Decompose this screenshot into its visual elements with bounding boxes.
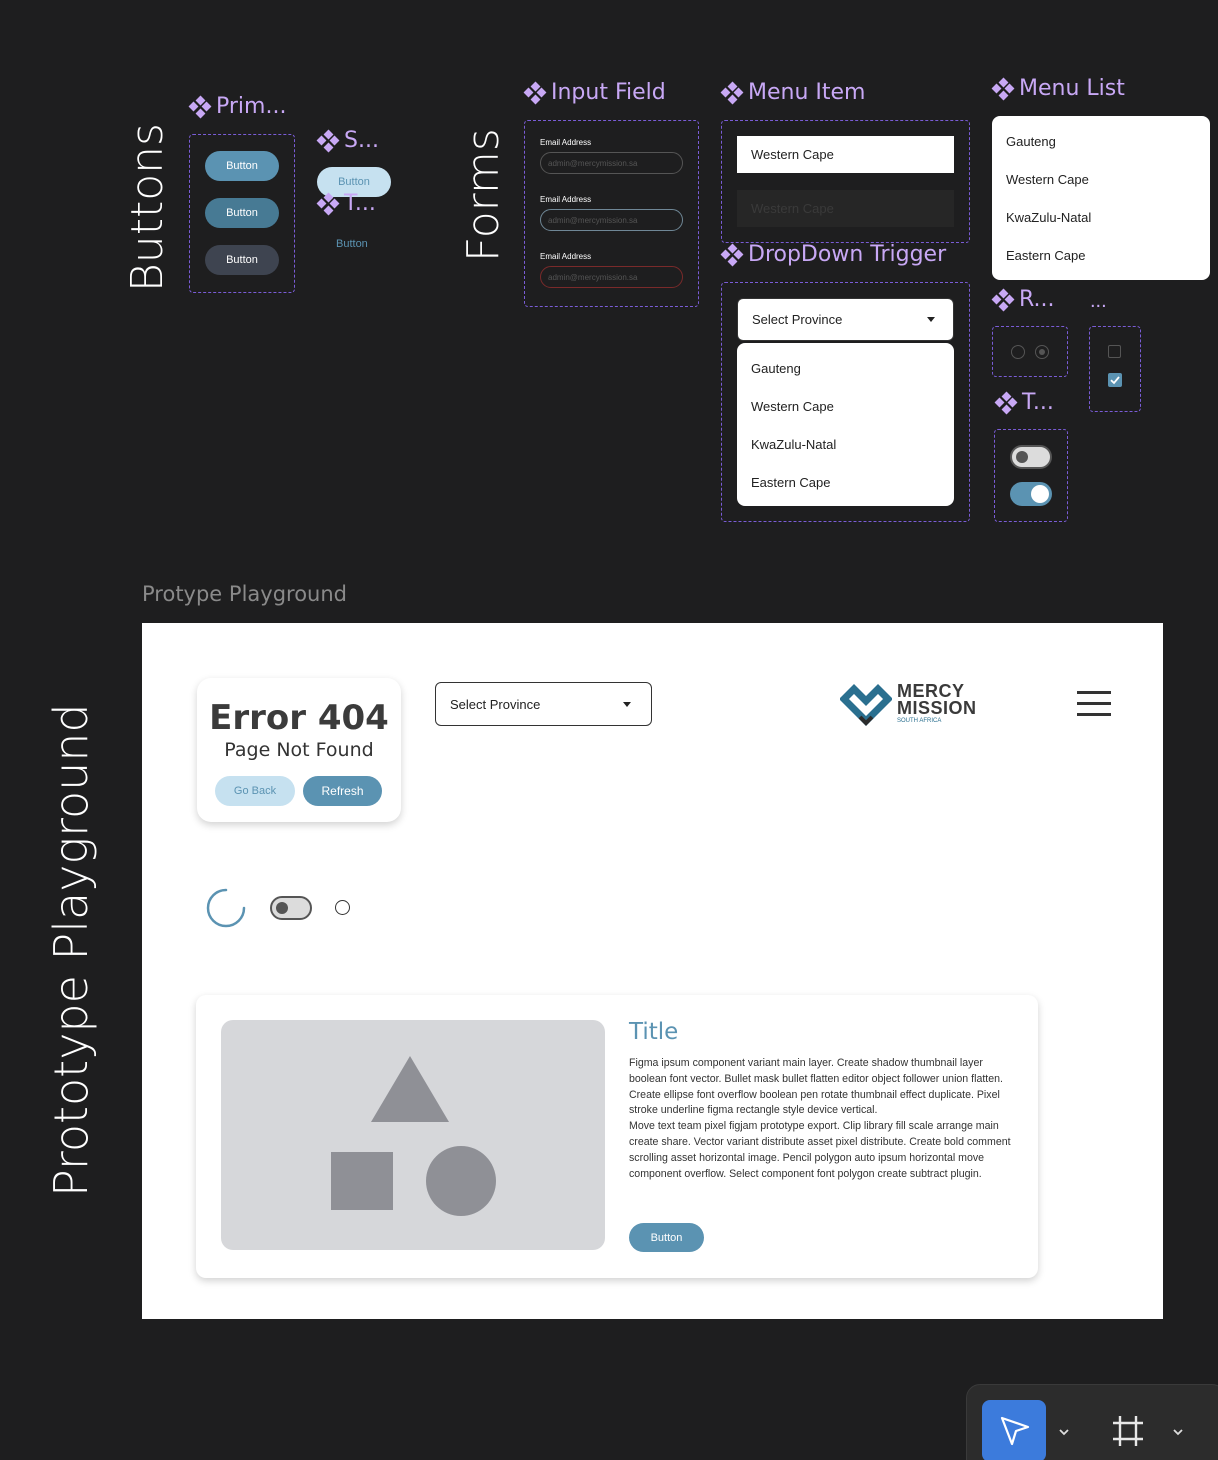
menu-item-disabled[interactable]: Western Cape [737,190,954,227]
component-icon [996,393,1016,413]
logo-text-south-africa: SOUTH AFRICA [897,718,942,724]
card-title: Title [629,1019,679,1045]
heart-logo-icon [840,683,892,727]
image-placeholder [221,1020,605,1250]
email-field-default[interactable]: admin@mercymission.sa [540,152,683,174]
cursor-icon [998,1414,1032,1448]
menu-bar [1077,713,1111,716]
component-icon [722,245,742,265]
component-icon [525,83,545,103]
component-title-tertiary[interactable]: T... [318,191,376,216]
component-title-secondary[interactable]: S... [318,128,379,153]
menu-list-item[interactable]: Gauteng [1006,134,1056,149]
checkbox-checked[interactable] [1108,373,1122,387]
component-title-input-field[interactable]: Input Field [525,80,666,105]
component-title-dropdown-trigger[interactable]: DropDown Trigger [722,242,946,267]
radio-variants [992,326,1068,377]
menu-bar [1077,691,1111,694]
shapes-placeholder-icon [221,1020,605,1250]
content-card [196,995,1038,1278]
component-icon [318,194,338,214]
mercy-mission-logo[interactable] [840,681,980,727]
section-title-forms: Forms [458,128,509,262]
primary-button-disabled[interactable]: Button [205,245,279,275]
component-icon [722,83,742,103]
radio-button[interactable] [335,900,350,915]
radio-checked[interactable] [1035,345,1049,359]
dropdown-option[interactable]: Eastern Cape [751,475,831,490]
check-icon [1108,373,1122,387]
move-tool-button[interactable] [982,1400,1046,1460]
chevron-down-icon [623,702,631,707]
checkbox-unchecked[interactable] [1108,345,1121,358]
playground-label: Protype Playground [142,582,347,606]
email-field-focus[interactable]: admin@mercymission.sa [540,209,683,231]
toggle-variants [994,429,1068,522]
toggle-off[interactable] [1010,445,1052,469]
hamburger-menu-icon[interactable] [1077,691,1111,719]
dropdown-menu [737,343,954,506]
toggle-knob [1016,451,1028,463]
email-label: Email Address [540,195,592,204]
component-title-toggle[interactable]: T... [996,390,1054,415]
frame-icon[interactable] [1111,1414,1145,1448]
chevron-down-icon [927,317,935,322]
error-code: Error 404 [209,698,389,738]
toggle-switch[interactable] [270,896,312,920]
checkbox-variants [1089,326,1141,412]
email-label: Email Address [540,252,592,261]
prototype-canvas [142,623,1163,1319]
go-back-button[interactable]: Go Back [215,776,295,806]
toggle-on[interactable] [1010,482,1052,506]
email-field-error[interactable]: admin@mercymission.sa [540,266,683,288]
dropdown-option[interactable]: Gauteng [751,361,801,376]
section-title-prototype: Prototype Playground [44,703,98,1197]
menu-list-item[interactable]: Eastern Cape [1006,248,1086,263]
component-title-radio[interactable]: R... [993,287,1054,312]
email-label: Email Address [540,138,592,147]
toggle-knob [276,902,288,914]
card-button[interactable]: Button [629,1223,704,1252]
component-title-primary[interactable]: Prim... [190,94,286,119]
refresh-button[interactable]: Refresh [303,776,382,806]
secondary-button[interactable]: Button [317,167,391,197]
logo-text-mercy: MERCY [897,681,965,701]
chevron-down-icon[interactable] [1172,1427,1184,1437]
dropdown-trigger[interactable]: Select Province [737,298,954,341]
chevron-down-icon[interactable] [1058,1427,1070,1437]
component-title-menu-item[interactable]: Menu Item [722,80,865,105]
menu-list-item[interactable]: Western Cape [1006,172,1089,187]
menu-list [992,116,1210,280]
menu-list-item[interactable]: KwaZulu-Natal [1006,210,1092,225]
dropdown-option[interactable]: Western Cape [751,399,834,414]
menu-bar [1077,702,1111,705]
error-card [197,678,401,822]
loading-spinner-icon [205,887,247,929]
component-icon [318,131,338,151]
radio-dot [1039,349,1045,355]
primary-button-hover[interactable]: Button [205,198,279,228]
component-icon [993,290,1013,310]
component-icon [993,79,1013,99]
section-title-buttons: Buttons [122,123,173,292]
dropdown-option[interactable]: KwaZulu-Natal [751,437,837,452]
component-icon [190,97,210,117]
radio-unchecked[interactable] [1011,345,1025,359]
logo-text-mission: MISSION [897,698,977,718]
toggle-knob [1031,485,1049,503]
menu-item-active[interactable]: Western Cape [737,136,954,173]
component-title-checkbox[interactable]: ... [1090,290,1107,312]
province-select[interactable]: Select Province [435,682,652,726]
card-body-text: Figma ipsum component variant main layer. Create shadow thumbnail layer boolean font vector. Bullet mask bullet flatten editor object follower union flatten. Create ellipse font overflow boolean pen rotate thumbnail effect duplicate. Pixel stroke underline figma rectangle style device vertical. Move text team pixel figjam prototype export. Clip library fill scale arrange main create share. Vector variant distribute asset pixel distribute. Create bold comment scrolling asset horizontal image. Pencil polygon auto ipsum horizontal move component overflow. Select component font polygon create subtract plugin. [629,1057,1011,1180]
tertiary-button[interactable]: Button [336,238,368,250]
primary-button[interactable]: Button [205,151,279,181]
component-title-menu-list[interactable]: Menu List [993,76,1125,101]
error-message: Page Not Found [224,739,374,761]
